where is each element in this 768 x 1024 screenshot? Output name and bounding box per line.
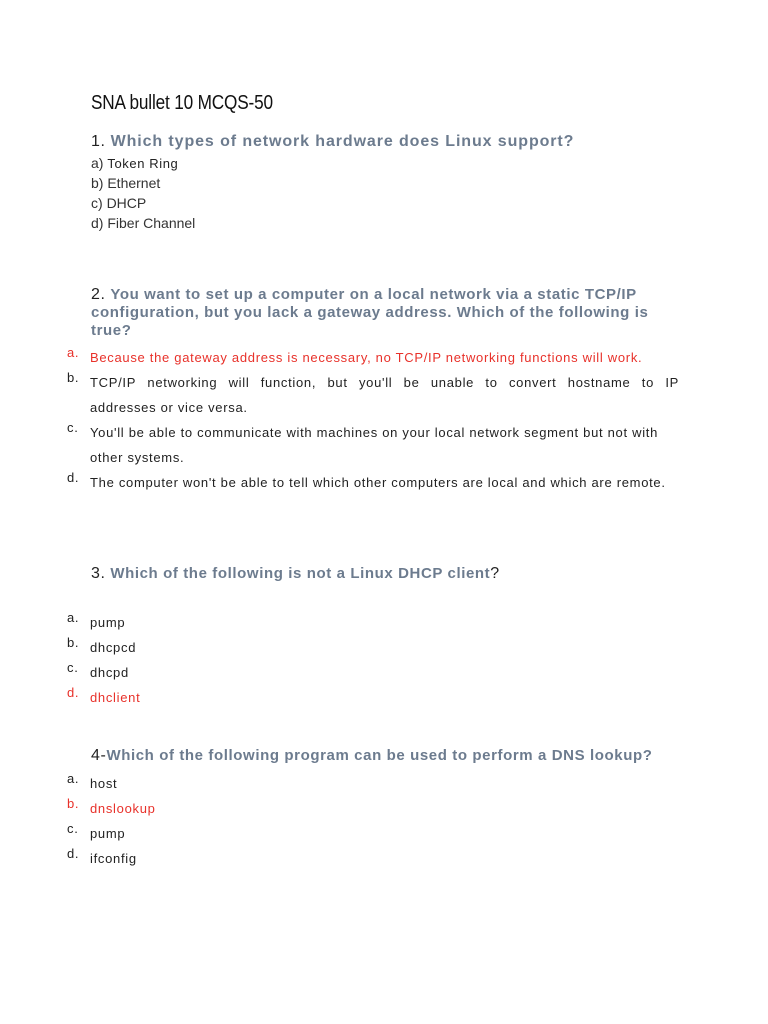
- question-text: Which of the following is not a Linux DHCP client: [110, 565, 491, 582]
- option-b-line1: TCP/IP networking will function, but you'll be unable to convert hostname to IP: [90, 375, 679, 390]
- option-d: d) Fiber Channel: [91, 215, 196, 231]
- question-3: [91, 565, 500, 583]
- question-4: [91, 747, 652, 765]
- option-a: a) Token Ring: [91, 155, 179, 171]
- question-tail: ?: [490, 565, 500, 582]
- question-3-options: [67, 610, 679, 710]
- question-text: Which types of network hardware does Linux support?: [110, 133, 575, 150]
- option-c: c. pump: [67, 821, 126, 841]
- question-4-options: [67, 771, 679, 871]
- question-text: You want to set up a computer on a local network via a static TCP/IP configuration, but you lack a gateway address. Which of the following is true?: [91, 286, 649, 339]
- question-text: Which of the following program can be used to perform a DNS lookup?: [106, 747, 653, 764]
- question-1-options: [91, 153, 195, 233]
- question-1: [91, 133, 574, 151]
- option-c: c. You'll be able to communicate with machines on your local network segment but not with other systems.: [67, 420, 659, 465]
- option-b: b. dnslookup: [67, 796, 156, 816]
- question-number: 3.: [91, 565, 106, 582]
- option-d: d. ifconfig: [67, 846, 137, 866]
- document-title: SNA bullet 10 MCQS-50: [91, 92, 273, 114]
- option-c: c) DHCP: [91, 195, 147, 211]
- option-b: b. TCP/IP networking will function, but you'll be unable to convert hostname to IP addresses or vice versa.: [67, 370, 679, 415]
- question-number: 2.: [91, 286, 106, 303]
- question-number: 1.: [91, 133, 106, 150]
- option-d: d. The computer won't be able to tell which other computers are local and which are remote.: [67, 470, 666, 490]
- question-2: [91, 286, 681, 340]
- option-a: a. host: [67, 771, 118, 791]
- option-c: c. dhcpd: [67, 660, 129, 680]
- option-a: a. pump: [67, 610, 126, 630]
- option-b: b) Ethernet: [91, 175, 161, 191]
- question-number: 4-: [91, 747, 107, 764]
- option-a: a. Because the gateway address is necessary, no TCP/IP networking functions will work.: [67, 345, 643, 365]
- option-d: d. dhclient: [67, 685, 141, 705]
- option-b: b. dhcpcd: [67, 635, 137, 655]
- question-2-options: [67, 345, 679, 495]
